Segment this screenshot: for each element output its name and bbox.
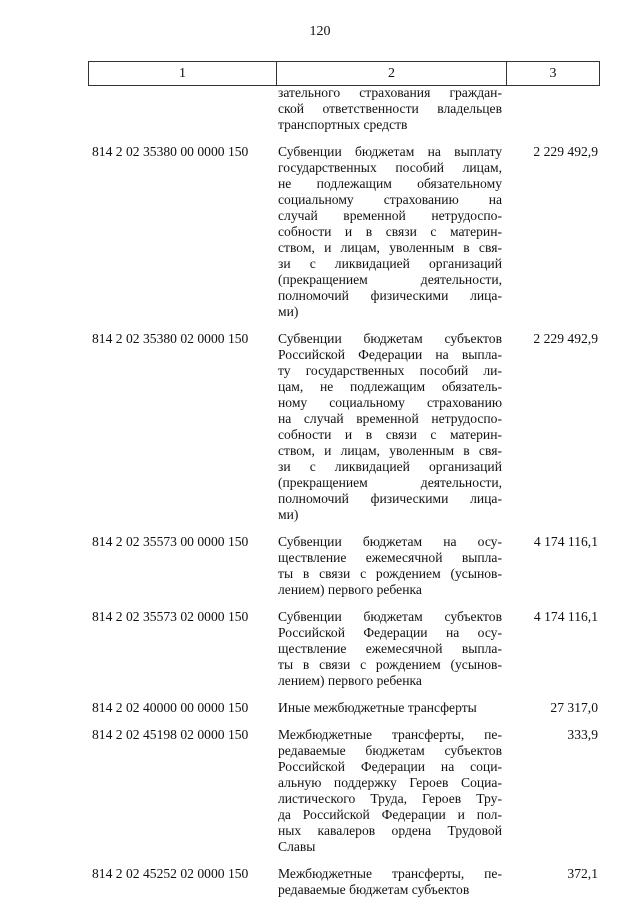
description-line: Субвенции бюджетам на выплату [278,144,502,159]
table-row [88,534,600,598]
row-description [278,331,502,523]
description-line: альную поддержку Героев Социа- [278,775,502,790]
row-amount: 4 174 116,1 [533,609,598,624]
row-description [278,609,502,689]
description-line: редаваемые бюджетам субъектов [278,743,502,758]
header-col-1: 1 [89,62,277,85]
row-description [278,85,502,133]
table-row [88,727,600,855]
description-line: зи с ликвидацией организаций [278,459,502,474]
header-col-2: 2 [277,62,507,85]
row-amount: 2 229 492,9 [533,331,598,346]
description-line: ществление ежемесячной выпла- [278,641,502,656]
row-code: 814 2 02 35573 02 0000 150 [92,609,249,624]
row-code: 814 2 02 40000 00 0000 150 [92,700,249,715]
row-amount: 4 174 116,1 [533,534,598,549]
description-line: (прекращением деятельности, [278,475,502,490]
description-line: листического Труда, Героев Тру- [278,791,502,806]
description-line: Межбюджетные трансферты, пе- [278,727,502,742]
description-line: ством, и лицам, уволенным в свя- [278,240,502,255]
description-line: редаваемые бюджетам субъектов [278,882,470,897]
header-col-3: 3 [549,65,557,81]
row-code: 814 2 02 35380 02 0000 150 [92,331,249,346]
description-line: ных кавалеров ордена Трудовой [278,823,502,838]
description-line: (прекращением деятельности, [278,272,502,287]
description-line: Российской Федерации на соци- [278,759,502,774]
table-header [88,61,600,86]
page-number: 120 [309,24,331,39]
description-line: ской ответственности владельцев [278,101,502,116]
row-amount: 2 229 492,9 [533,144,598,159]
row-description [278,727,502,855]
description-line: Субвенции бюджетам субъектов [278,609,502,624]
description-line: зательного страхования граждан- [278,85,502,100]
row-amount: 27 317,0 [550,700,598,715]
row-amount [502,85,600,133]
description-line: полномочий физическими лица- [278,288,502,303]
row-description [278,700,502,716]
table-body [88,85,600,909]
table-row [88,866,600,898]
description-line: случай временной нетрудоспо- [278,208,502,223]
description-line: Славы [278,839,316,854]
description-line: государственных пособий лицам, [278,160,502,175]
row-code: 814 2 02 45252 02 0000 150 [92,866,249,881]
row-amount: 372,1 [567,866,598,881]
description-line: зи с ликвидацией организаций [278,256,502,271]
description-line: собности и в связи с материн- [278,427,502,442]
description-line: ми) [278,507,299,522]
description-line: ми) [278,304,299,319]
description-line: лением) первого ребенка [278,673,422,688]
description-line: лением) первого ребенка [278,582,422,597]
description-line: Российской Федерации на выпла- [278,347,502,362]
description-line: на случай временной нетрудоспо- [278,411,502,426]
description-line: Межбюджетные трансферты, пе- [278,866,502,881]
description-line: Иные межбюджетные трансферты [278,700,477,715]
description-line: не подлежащим обязательному [278,176,502,191]
description-line: транспортных средств [278,117,408,132]
description-line: полномочий физическими лица- [278,491,502,506]
description-line: ты в связи с рождением (усынов- [278,657,502,672]
row-code: 814 2 02 45198 02 0000 150 [92,727,249,742]
row-description [278,144,502,320]
row-description [278,866,502,898]
row-code: 814 2 02 35380 00 0000 150 [92,144,249,159]
table-row [88,144,600,320]
description-line: Субвенции бюджетам субъектов [278,331,502,346]
description-line: ществление ежемесячной выпла- [278,550,502,565]
description-line: Субвенции бюджетам на осу- [278,534,502,549]
table-row [88,331,600,523]
table-row [88,85,600,133]
description-line: ством, и лицам, уволенным в свя- [278,443,502,458]
row-code [88,85,278,133]
row-description [278,534,502,598]
description-line: Российской Федерации на осу- [278,625,502,640]
description-line: ному социальному страхованию [278,395,502,410]
description-line: да Российской Федерации и пол- [278,807,502,822]
table-row [88,700,600,716]
row-amount: 333,9 [567,727,598,742]
description-line: социальному страхованию на [278,192,502,207]
table-row [88,609,600,689]
description-line: ту государственных пособий ли- [278,363,502,378]
description-line: ты в связи с рождением (усынов- [278,566,502,581]
description-line: собности и в связи с материн- [278,224,502,239]
row-code: 814 2 02 35573 00 0000 150 [92,534,249,549]
description-line: цам, не подлежащим обязатель- [278,379,502,394]
